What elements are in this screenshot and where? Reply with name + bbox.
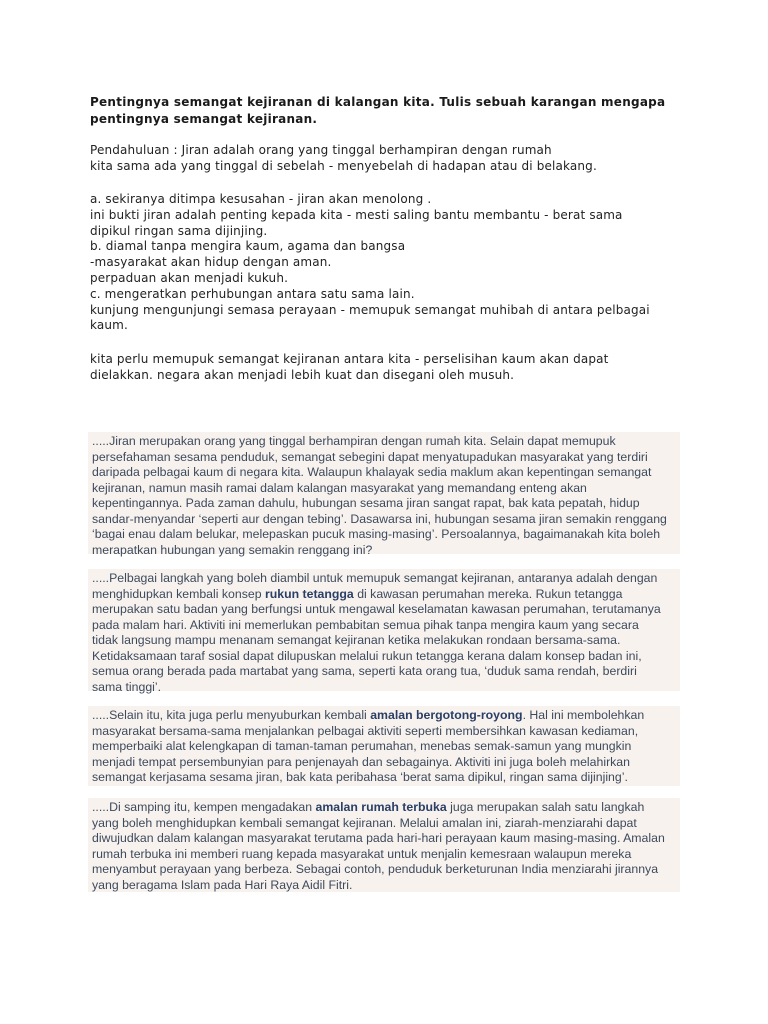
paragraph-text: Ketidaksamaan taraf sosial dapat dilupuskan melalui rukun tetangga kerana dalam konsep badan ini, <box>92 648 642 663</box>
paragraph-line <box>92 527 676 543</box>
paragraph-line <box>92 496 676 512</box>
paragraph-line <box>92 618 676 634</box>
essay-paragraph-2 <box>88 569 680 694</box>
paragraph-line <box>92 724 676 740</box>
paragraph-line <box>92 680 676 696</box>
introduction-section <box>90 142 690 174</box>
paragraph-text: sama tinggi’. <box>92 679 162 694</box>
paragraph-line <box>92 649 676 665</box>
paragraph-text: sandar-menyandar ‘seperti aur dengan tebing’. Dasawarsa ini, hubungan sesama jiran semakin renggang <box>92 511 667 526</box>
intro-line: kita sama ada yang tinggal di sebelah - menyebelah di hadapan atau di belakang. <box>90 159 597 173</box>
essay-title <box>90 94 690 128</box>
paragraph-text: .....Di samping itu, kempen mengadakan <box>92 800 316 814</box>
paragraph-line <box>92 664 676 680</box>
paragraph-text: merapatkan hubungan yang semakin renggang ini? <box>92 542 373 557</box>
paragraph-text: .....Pelbagai langkah yang boleh diambil untuk memupuk semangat kejiranan, antaranya adalah dengan <box>92 571 658 585</box>
paragraph-line <box>92 465 676 481</box>
paragraph-text: juga merupakan salah satu langkah <box>446 800 645 814</box>
paragraph-text: merupakan satu badan yang berfungsi untuk mengawal keselamatan kawasan perumahan, terutamanya <box>92 602 661 616</box>
paragraph-text: memperbaiki alat kelengkapan di taman-taman perumahan, menebas semak-samun yang mungkin <box>92 739 632 753</box>
paragraph-text: rumah terbuka ini memberi ruang kepada masyarakat untuk menjalin kemesraan walaupun mereka <box>92 846 632 861</box>
outline-line: dipikul ringan sama dijinjing. <box>90 223 268 238</box>
paragraph-line <box>92 450 676 466</box>
paragraph-text: . Hal ini membolehkan <box>522 708 645 722</box>
essay-paragraph-3 <box>88 706 680 786</box>
paragraph-line <box>92 602 676 618</box>
paragraph-text: diwujudkan dalam kalangan masyarakat terutama pada hari-hari perayaan kaum masing-masing. Amalan <box>92 831 665 845</box>
paragraph-text: yang boleh menghidupkan kembali semangat kejiranan. Melalui amalan ini, ziarah-menziarahi dapat <box>92 815 637 830</box>
conclusion-line: kita perlu memupuk semangat kejiranan antara kita - perselisihan kaum akan dapat <box>90 352 609 366</box>
paragraph-text: menghidupkan kembali konsep <box>92 586 265 601</box>
paragraph-line <box>92 708 676 724</box>
conclusion-section <box>90 351 690 383</box>
outline-line: -masyarakat akan hidup dengan aman. <box>90 255 332 270</box>
paragraph-text: .....Selain itu, kita juga perlu menyuburkan kembali <box>92 708 371 722</box>
paragraph-text: tidak langsung mampu menanam semangat kejiranan ketika melakukan rondaan bersama-sama. <box>92 633 621 647</box>
paragraph-line <box>92 434 676 450</box>
paragraph-text: .....Jiran merupakan orang yang tinggal berhampiran dengan rumah kita. Selain dapat memupuk <box>92 434 616 448</box>
key-phrase: amalan rumah terbuka <box>315 800 447 814</box>
paragraph-text: menjadi tempat persembunyian para penjenayah dan sebagainya. Aktiviti ini juga boleh melahirkan <box>92 754 630 769</box>
paragraph-text: di kawasan perumahan mereka. Rukun tetangga <box>353 586 623 601</box>
paragraph-text: yang beragama Islam pada Hari Raya Aidil Fitri. <box>92 877 353 892</box>
essay-paragraph-1 <box>88 432 680 557</box>
paragraph-line <box>92 633 676 649</box>
paragraph-line <box>92 847 676 863</box>
outline-line: a. sekiranya ditimpa kesusahan - jiran akan menolong . <box>90 192 432 206</box>
intro-line: Pendahuluan : Jiran adalah orang yang tinggal berhampiran dengan rumah <box>90 143 552 157</box>
essay-paragraph-4 <box>88 798 680 892</box>
outline-line: b. diamal tanpa mengira kaum, agama dan bangsa <box>90 239 406 254</box>
outline-points <box>90 192 690 334</box>
paragraph-line <box>92 800 676 816</box>
key-phrase: rukun tetangga <box>264 586 354 601</box>
outline-line: perpaduan akan menjadi kukuh. <box>90 270 289 285</box>
paragraph-text: ‘bagai enau dalam belukar, melepaskan pucuk masing-masing’. Persoalannya, bagaimanakah kita boleh <box>92 527 661 541</box>
paragraph-line <box>92 739 676 755</box>
paragraph-line <box>92 831 676 847</box>
paragraph-text: masyarakat bersama-sama menjalankan pelbagai aktiviti seperti membersihkan kawasan kediaman, <box>92 723 639 738</box>
paragraph-line <box>92 770 676 786</box>
paragraph-line <box>92 481 676 497</box>
paragraph-text: pada malam hari. Aktiviti ini memerlukan pembabitan semua pihak tanpa mengira kaum yang secara <box>92 617 639 632</box>
paragraph-text: kejiranan, namun masih ramai dalam kalangan masyarakat yang memandang enteng akan <box>92 480 587 495</box>
outline-line: kunjung mengunjungi semasa perayaan - memupuk semangat muhibah di antara pelbagai <box>90 302 650 317</box>
paragraph-text: kepentingannya. Pada zaman dahulu, hubungan sesama jiran sangat rapat, bak kata pepatah, hidup <box>92 496 640 510</box>
paragraph-line <box>92 543 676 559</box>
outline-line: ini bukti jiran adalah penting kepada kita - mesti saling bantu membantu - berat sama <box>90 207 623 222</box>
title-line: pentingnya semangat kejiranan. <box>90 112 318 126</box>
title-line: Pentingnya semangat kejiranan di kalangan kita. Tulis sebuah karangan mengapa <box>90 95 666 109</box>
paragraph-line <box>92 755 676 771</box>
key-phrase: amalan bergotong-royong <box>370 708 523 722</box>
paragraph-text: persefahaman sesama penduduk, semangat sebegini dapat menyatupadukan masyarakat yang terdiri <box>92 449 648 464</box>
paragraph-line <box>92 571 676 587</box>
paragraph-text: daripada pelbagai kaum di negara kita. Walaupun khalayak sedia maklum akan kepentingan semangat <box>92 465 652 479</box>
paragraph-line <box>92 878 676 894</box>
paragraph-line <box>92 816 676 832</box>
paragraph-line <box>92 862 676 878</box>
paragraph-line <box>92 512 676 528</box>
outline-line: c. mengeratkan perhubungan antara satu sama lain. <box>90 286 415 301</box>
outline-line: kaum. <box>90 318 128 333</box>
paragraph-text: semua orang berada pada martabat yang sama, seperti kata orang tua, ‘duduk sama rendah, berdiri <box>92 664 637 678</box>
paragraph-text: semangat kerjasama sesama jiran, bak kata peribahasa ‘berat sama dipikul, ringan sama dijinjing’. <box>92 770 628 784</box>
conclusion-line: dielakkan. negara akan menjadi lebih kuat dan disegani oleh musuh. <box>90 368 515 382</box>
paragraph-text: menyambut perayaan yang berbeza. Sebagai contoh, penduduk berketurunan India menziarahi jirannya <box>92 862 659 876</box>
paragraph-line <box>92 587 676 603</box>
